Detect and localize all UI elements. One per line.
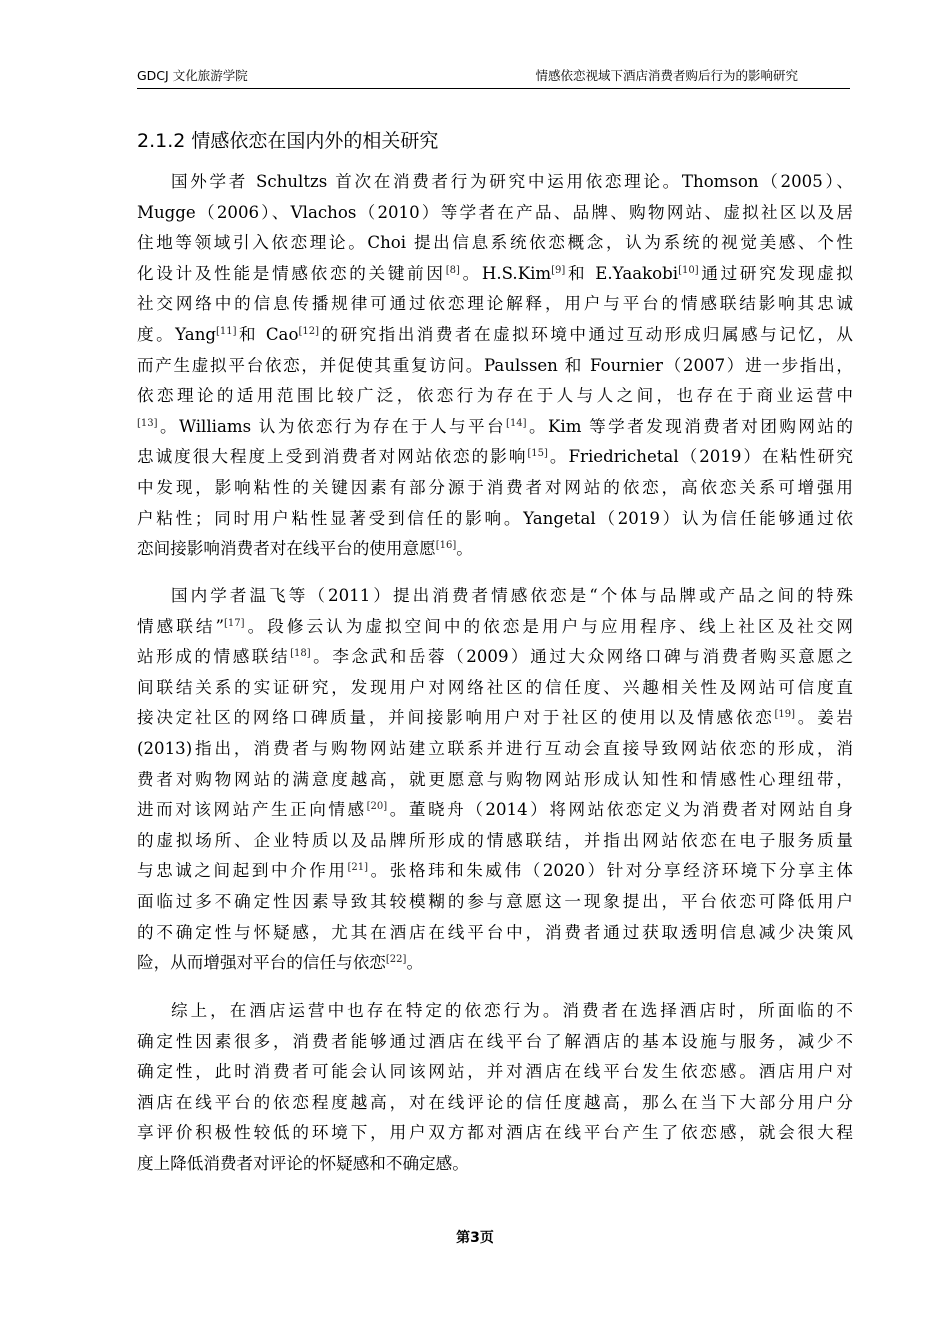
text-line [137, 289, 853, 320]
text-line [137, 765, 853, 796]
text-segment: 。 [406, 953, 424, 973]
text-segment: 。董晓舟（2014）将网站依恋定义为消费者对网站自身 [387, 800, 853, 820]
text-line [137, 1027, 853, 1058]
text-segment: 。张格玮和朱威伟（2020）针对分享经济环境下分享主体 [368, 861, 854, 881]
text-segment: (2013)指出，消费者与购物网站建立联系并进行互动会直接导致网站依恋的形成，消 [137, 738, 853, 758]
text-segment: 酒店在线平台的依恋程度越高，对在线评论的信任度越高，那么在当下大部分用户分 [137, 1092, 853, 1112]
text-segment: 。 [456, 539, 473, 559]
text-segment: 中发现，影响粘性的关键因素有部分源于消费者对网站的依恋，高依恋关系可增强用 [137, 477, 853, 497]
citation-ref: [11] [216, 325, 237, 337]
text-line [137, 734, 853, 765]
citation-ref: [9] [551, 264, 566, 276]
text-line [137, 351, 853, 382]
citation-ref: [18] [290, 648, 311, 660]
text-segment: 和 E.Yaakobi [565, 263, 679, 283]
text-segment: 间联结关系的实证研究，发现用户对网络社区的信任度、兴趣相关性及网站可信度直 [137, 677, 853, 697]
text-line [137, 320, 853, 351]
text-segment: 综上，在酒店运营中也存在特定的依恋行为。消费者在选择酒店时，所面临的不 [171, 1001, 853, 1020]
text-segment: 和 Cao [236, 324, 299, 344]
citation-ref: [17] [224, 617, 245, 629]
text-segment: 通过研究发现虚拟 [698, 263, 854, 283]
text-segment: 化设计及性能是情感依恋的关键前因 [137, 263, 446, 283]
header-thesis-title: 情感依恋视域下酒店消费者购后行为的影响研究 [535, 68, 798, 83]
text-segment: 度。Yang [137, 324, 217, 344]
citation-ref: [19] [774, 709, 796, 721]
text-line [137, 673, 853, 704]
text-segment: 进而对该网站产生正向情感 [137, 800, 367, 820]
paragraph-domestic-research [137, 581, 853, 979]
header-institution: GDCJ 文化旅游学院 [137, 68, 248, 83]
text-line [137, 228, 853, 259]
citation-ref: [20] [366, 801, 388, 813]
text-segment: 。H.S.Kim [459, 263, 552, 283]
text-segment: 的不确定性与怀疑感，尤其在酒店在线平台中，消费者通过获取透明信息减少决策风 [137, 922, 853, 942]
text-line [137, 887, 853, 918]
text-line [137, 442, 853, 473]
text-segment: Mugge（2006）、Vlachos（2010）等学者在产品、品牌、购物网站、虚拟社区以及居 [137, 202, 853, 222]
text-segment: 与忠诚之间起到中介作用 [137, 861, 348, 881]
text-line [137, 534, 853, 565]
text-segment: 站形成的情感联结 [137, 647, 291, 667]
text-segment: 。Friedrichetal（2019）在粘性研究 [547, 447, 853, 467]
text-line [137, 581, 853, 612]
text-segment: 依恋理论的适用范围比较广泛，依恋行为存在于人与人之间，也存在于商业运营中 [137, 386, 853, 406]
text-segment: 国外学者 Schultzs 首次在消费者行为研究中运用依恋理论。Thomson（2005）、 [171, 172, 853, 191]
text-line [137, 504, 853, 535]
text-segment: 的虚拟场所、企业特质以及品牌所形成的情感联结，并指出网站依恋在电子服务质量 [137, 830, 853, 850]
text-line [137, 996, 853, 1027]
text-line [137, 412, 853, 443]
citation-ref: [8] [445, 264, 460, 276]
citation-ref: [12] [298, 325, 319, 337]
paragraph-foreign-research [137, 167, 853, 565]
page-header [137, 66, 850, 89]
text-line [137, 1057, 853, 1088]
text-segment: 面临过多不确定性因素导致其较模糊的参与意愿这一现象提出，平台依恋可降低用户 [137, 891, 853, 911]
citation-ref: [21] [347, 862, 369, 874]
text-segment: 恋间接影响消费者对在线平台的使用意愿 [137, 539, 436, 559]
text-segment: 社交网络中的信息传播规律可通过依恋理论解释，用户与平台的情感联结影响其忠诚 [137, 294, 853, 314]
text-line [137, 948, 853, 979]
text-segment: 户粘性；同时用户粘性显著受到信任的影响。Yangetal（2019）认为信任能够通过依 [137, 508, 853, 528]
text-segment: 。段修云认为虚拟空间中的依恋是用户与应用程序、线上社区及社交网 [244, 616, 854, 636]
citation-ref: [10] [678, 264, 699, 276]
text-segment: 的研究指出消费者在虚拟环境中通过互动形成归属感与记忆，从 [318, 324, 853, 344]
text-segment: 险，从而增强对平台的信任与依恋 [137, 953, 386, 973]
text-segment: 忠诚度很大程度上受到消费者对网站依恋的影响 [137, 447, 528, 467]
text-line [137, 259, 853, 290]
text-segment: 确定性，此时消费者可能会认同该网站，并对酒店在线平台发生依恋感。酒店用户对 [137, 1062, 853, 1082]
text-segment: 情感联结” [137, 616, 224, 636]
text-segment: 。Williams 认为依恋行为存在于人与平台 [157, 416, 507, 436]
text-line [137, 703, 853, 734]
text-segment: 度上降低消费者对评论的怀疑感和不确定感。 [137, 1153, 469, 1173]
text-line [137, 167, 853, 198]
text-line [137, 1118, 853, 1149]
text-segment: 。李念武和岳蓉（2009）通过大众网络口碑与消费者购买意愿之 [310, 647, 853, 667]
text-line [137, 918, 853, 949]
page-number: 第3页 [456, 1230, 494, 1246]
text-segment: 而产生虚拟平台依恋，并促使其重复访问。Paulssen 和 Fournier（2007）进一步指出， [137, 355, 853, 375]
citation-ref: [14] [506, 417, 527, 429]
citation-ref: [13] [137, 417, 158, 429]
citation-ref: [22] [385, 954, 407, 966]
text-line [137, 1088, 853, 1119]
text-line [137, 612, 853, 643]
text-segment: 确定性因素很多，消费者能够通过酒店在线平台了解酒店的基本设施与服务，减少不 [137, 1031, 853, 1051]
text-line [137, 826, 853, 857]
text-segment: 接决定社区的网络口碑质量，并间接影响用户对于社区的使用以及情感依恋 [137, 708, 775, 728]
text-line [137, 642, 853, 673]
citation-ref: [16] [435, 540, 457, 552]
text-segment: 。Kim 等学者发现消费者对团购网站的 [526, 416, 853, 436]
text-segment: 国内学者温飞等（2011）提出消费者情感依恋是“个体与品牌或产品之间的特殊 [171, 586, 853, 605]
text-line [137, 473, 853, 504]
text-line [137, 198, 853, 229]
citation-ref: [15] [527, 448, 548, 460]
text-line [137, 381, 853, 412]
paragraph-summary [137, 996, 853, 1180]
text-line [137, 1149, 853, 1180]
text-segment: 。姜岩 [795, 708, 854, 728]
text-segment: 享评价积极性较低的环境下，用户双方都对酒店在线平台产生了依恋感，就会很大程 [137, 1123, 853, 1143]
text-segment: 住地等领域引入依恋理论。Choi 提出信息系统依恋概念，认为系统的视觉美感、个性 [137, 233, 853, 253]
text-line [137, 795, 853, 826]
section-heading: 2.1.2 情感依恋在国内外的相关研究 [137, 130, 439, 152]
text-line [137, 856, 853, 887]
text-segment: 费者对购物网站的满意度越高，就更愿意与购物网站形成认知性和情感性心理纽带， [137, 769, 853, 789]
